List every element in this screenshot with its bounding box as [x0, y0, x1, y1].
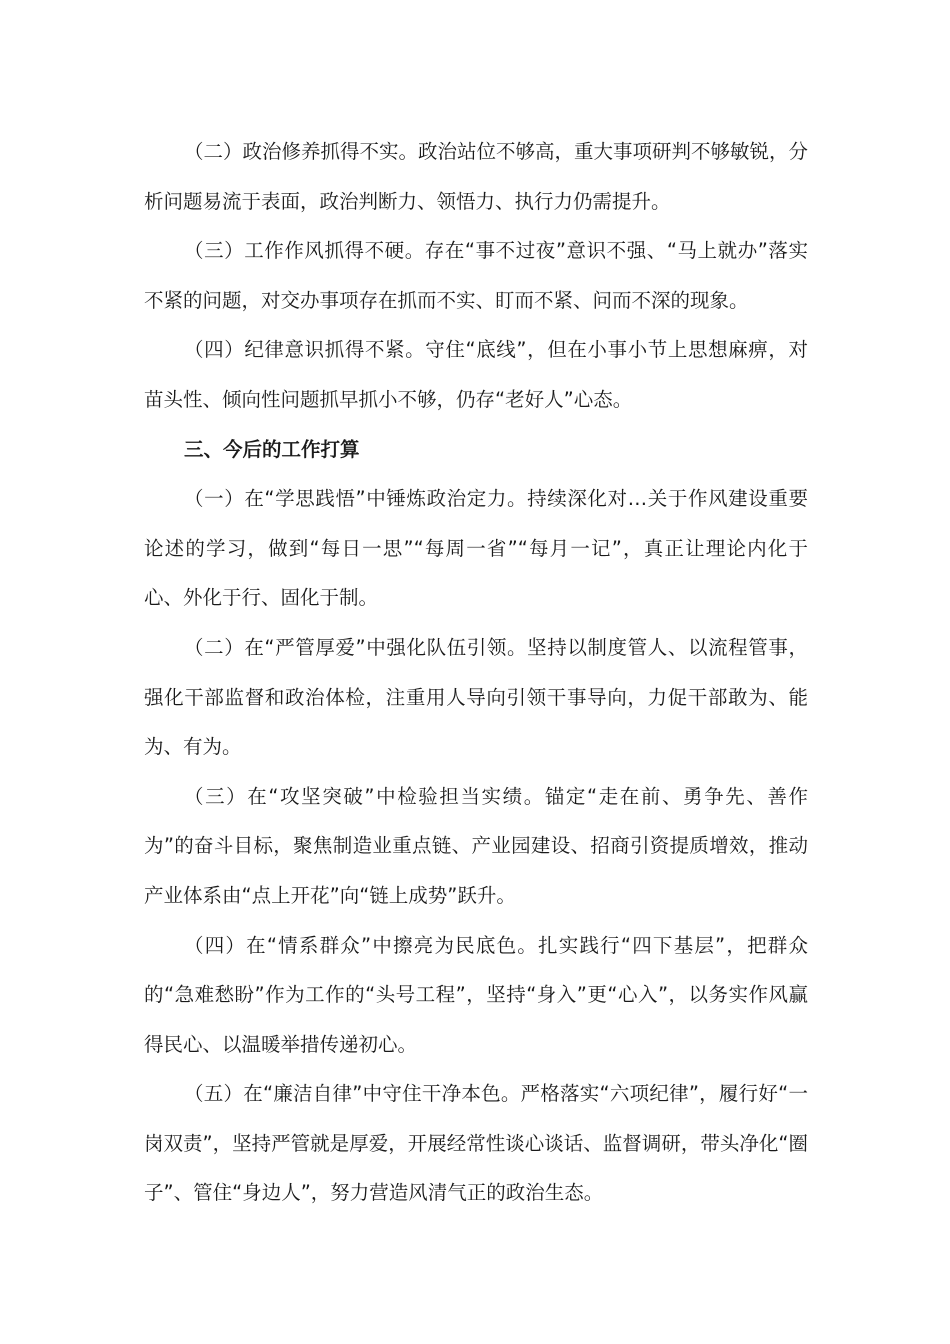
paragraph-politics: （二）政治修养抓得不实。政治站位不够高，重大事项研判不够敏锐，分析问题易流于表面，政治判断力、领悟力、执行力仍需提升。 [144, 140, 809, 213]
document-body [144, 127, 808, 1218]
paragraph-plan-2: （二）在“严管厚爱”中强化队伍引领。坚持以制度管人、以流程管事，强化干部监督和政治体检，注重用人导向引领干事导向，力促干部敢为、能为、有为。 [144, 635, 808, 759]
section-heading-future-plans: 三、今后的工作打算 [184, 437, 360, 461]
paragraph-discipline: （四）纪律意识抓得不紧。守住“底线”，但在小事小节上思想麻痹，对苗头性、倾向性问题抓早抓小不够，仍存“老好人”心态。 [144, 338, 808, 411]
paragraph-plan-4: （四）在“情系群众”中擦亮为民底色。扎实践行“四下基层”，把群众的“急难愁盼”作为工作的“头号工程”，坚持“身入”更“心入”，以务实作风赢得民心、以温暖举措传递初心。 [144, 933, 808, 1056]
paragraph-plan-1: （一）在“学思践悟”中锤炼政治定力。持续深化对…关于作风建设重要论述的学习，做到“每日一思”“每周一省”“每月一记”，真正让理论内化于心、外化于行、固化于制。 [144, 487, 808, 610]
paragraph-plan-3: （三）在“攻坚突破”中检验担当实绩。锚定“走在前、勇争先、善作为”的奋斗目标，聚焦制造业重点链、产业园建设、招商引资提质增效，推动产业体系由“点上开花”向“链上成势”跃升。 [144, 784, 808, 907]
paragraph-work-style: （三）工作作风抓得不硬。存在“事不过夜”意识不强、“马上就办”落实不紧的问题，对交办事项存在抓而不实、盯而不紧、问而不深的现象。 [144, 239, 808, 312]
paragraph-plan-5: （五）在“廉洁自律”中守住干净本色。严格落实“六项纪律”，履行好“一岗双责”，坚持严管就是厚爱，开展经常性谈心谈话、监督调研，带头净化“圈子”、管住“身边人”，努力营造风清气正的政治生态。 [144, 1082, 808, 1205]
